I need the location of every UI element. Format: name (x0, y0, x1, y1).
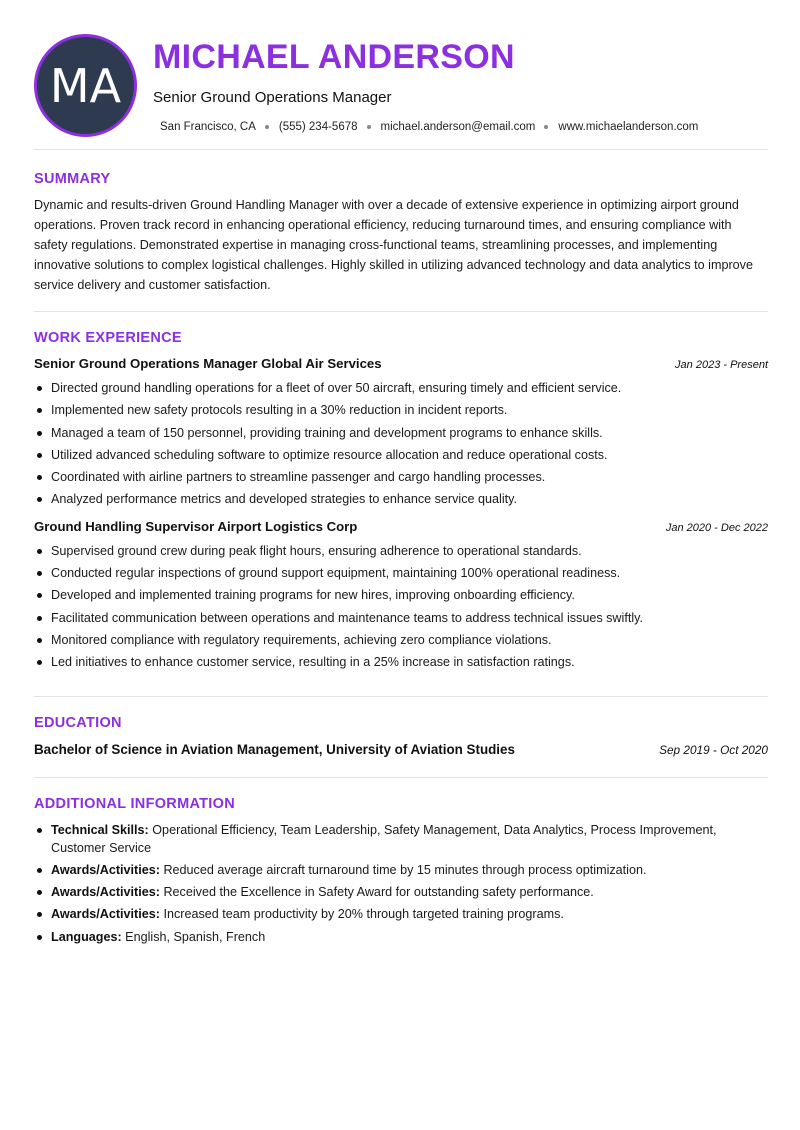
job-role: Senior Ground Operations Manager Global Air Services (34, 356, 382, 371)
list-item (34, 905, 768, 924)
contact-info (160, 121, 698, 133)
separator-dot (265, 125, 269, 129)
info-label: Technical Skills: (51, 822, 149, 837)
contact-phone: (555) 234-5678 (279, 121, 381, 133)
additional-info-heading: ADDITIONAL INFORMATION (34, 795, 235, 812)
avatar (34, 34, 137, 137)
additional-info-section (34, 778, 768, 947)
job-date: Jan 2023 - Present (675, 359, 768, 371)
list-item: Led initiatives to enhance customer service, resulting in a 25% increase in satisfaction ratings. (34, 651, 768, 673)
info-label: Awards/Activities: (51, 907, 160, 922)
job-entry (34, 356, 768, 511)
education-date: Sep 2019 - Oct 2020 (659, 742, 768, 757)
list-item: Conducted regular inspections of ground support equipment, maintaining 100% operational readiness. (34, 562, 768, 584)
list-item: Implemented new safety protocols resulting in a 30% reduction in incident reports. (34, 399, 768, 421)
info-text: Reduced average aircraft turnaround time by 15 minutes through process optimization. (159, 863, 647, 878)
list-item (34, 861, 768, 880)
info-text: Increased team productivity by 20% through targeted training programs. (159, 907, 564, 922)
summary-heading: SUMMARY (34, 171, 111, 187)
work-experience-section (34, 312, 768, 697)
job-role: Ground Handling Supervisor Airport Logistics Corp (34, 518, 358, 534)
list-item (34, 821, 768, 858)
list-item: Facilitated communication between operations and maintenance teams to address technical issues swiftly. (34, 607, 768, 629)
list-item: Managed a team of 150 personnel, providing training and development programs to enhance skills. (34, 422, 768, 444)
job-bullets (34, 540, 768, 674)
job-entry (34, 519, 768, 674)
work-experience-heading: WORK EXPERIENCE (34, 330, 182, 346)
summary-text: Dynamic and results-driven Ground Handling Manager with over a decade of extensive experience in optimizing airport ground operations. Proven track record in enhancing operational efficiency, reducing turnaround times, and ensuring compliance with safety regulations. Demonstrated expertise in managing cross-functional teams, streamlining processes, and implementing innovative solutions to complex logistical challenges. Highly skilled in utilizing advanced technology and data analytics to improve service delivery and customer satisfaction. (34, 198, 753, 292)
job-header (34, 519, 768, 534)
summary-section (34, 150, 768, 312)
info-label: Languages: (51, 929, 122, 944)
list-item: Utilized advanced scheduling software to optimize resource allocation and reduce operational costs. (34, 444, 768, 466)
job-date: Jan 2020 - Dec 2022 (665, 521, 768, 534)
list-item (34, 928, 768, 947)
list-item (34, 883, 768, 902)
list-item: Supervised ground crew during peak flight hours, ensuring adherence to operational standards. (34, 540, 768, 562)
education-degree: Bachelor of Science in Aviation Management, University of Aviation Studies (34, 741, 515, 757)
avatar-initials: MA (49, 58, 122, 113)
education-heading: EDUCATION (34, 714, 122, 731)
additional-info-list (34, 821, 768, 947)
education-entry (34, 742, 768, 757)
list-item: Analyzed performance metrics and developed strategies to enhance service quality. (34, 488, 768, 510)
info-label: Awards/Activities: (51, 885, 160, 900)
contact-location: San Francisco, CA (160, 121, 279, 133)
job-bullets (34, 377, 768, 511)
resume-page (34, 0, 768, 1130)
contact-email: michael.anderson@email.com (381, 121, 559, 133)
candidate-title: Senior Ground Operations Manager (153, 89, 392, 106)
list-item: Directed ground handling operations for a fleet of over 50 aircraft, ensuring timely and efficient service. (34, 377, 768, 399)
separator-dot (367, 125, 371, 129)
job-header (34, 356, 768, 371)
education-section (34, 697, 768, 778)
resume-header (34, 0, 768, 150)
list-item: Monitored compliance with regulatory requirements, achieving zero compliance violations. (34, 629, 768, 651)
list-item: Coordinated with airline partners to streamline passenger and cargo handling processes. (34, 466, 768, 488)
info-label: Awards/Activities: (51, 863, 160, 878)
list-item: Developed and implemented training programs for new hires, improving onboarding efficiency. (34, 584, 768, 606)
info-text: Received the Excellence in Safety Award for outstanding safety performance. (159, 885, 594, 900)
candidate-name: MICHAEL ANDERSON (153, 38, 515, 76)
contact-website: www.michaelanderson.com (558, 121, 699, 133)
info-text: English, Spanish, French (121, 929, 266, 944)
separator-dot (544, 125, 548, 129)
info-text: Operational Efficiency, Team Leadership, Safety Management, Data Analytics, Process Improvement, Customer Service (51, 822, 717, 856)
